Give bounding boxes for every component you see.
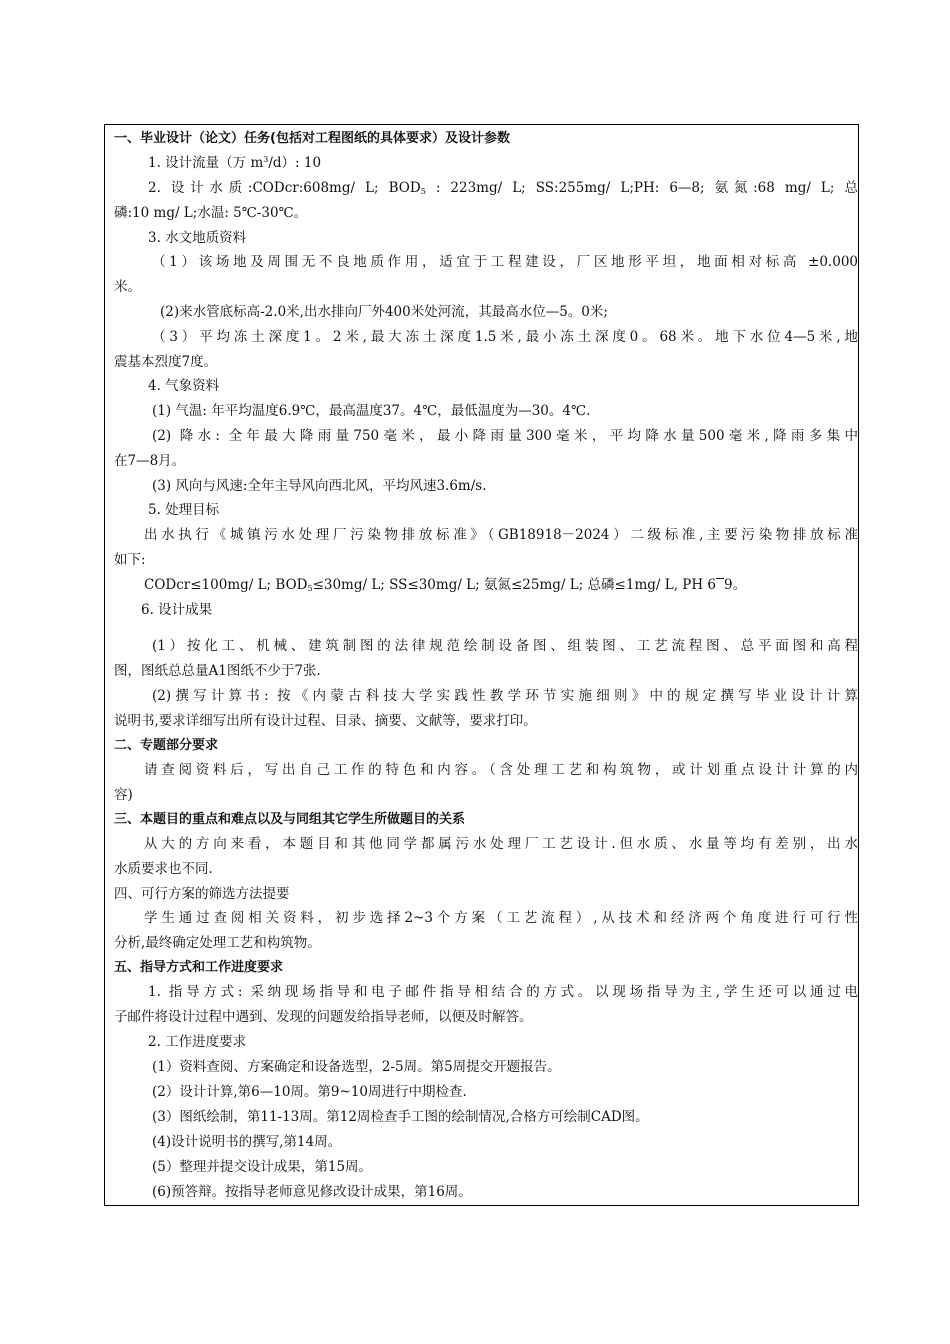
guidance-method-a: 1. 指导方式: 采纳现场指导和电子邮件指导相结合的方式。以现场指导为主,学生还可以通过电 — [148, 984, 858, 1000]
section-3-text-a: 从大的方向来看，本题目和其他同学都属污水处理厂工艺设计.但水质、水量等均有差别，出水 — [144, 836, 858, 852]
schedule-item-6: (6)预答辩。按指导老师意见修改设计成果，第16周。 — [152, 1184, 472, 1200]
hydro-geo-item-1a: （1）该场地及周围无不良地质作用，适宜于工程建设，厂区地形平坦，地面相对标高 ±0.000 — [152, 254, 858, 270]
design-quality-line-2: 磷:10 mg/ L;水温: 5℃-30℃。 — [114, 205, 308, 221]
target-standard-a: 出水执行《城镇污水处理厂污染物排放标准》（GB18918－2024）二级标准,主要污染物排放标准 — [144, 527, 858, 543]
design-quality-line-1: 2. 设计水质:CODcr:608mg/ L; $BOD_5$ : 223mg/ L; SS:255mg/ L;PH: 6—8; 氨氮:68 mg/ L; 总 — [148, 180, 858, 196]
weather-rainfall-a: (2) 降水: 全年最大降雨量750毫米，最小降雨量300毫米，平均降水量500毫米,降雨多集中 — [152, 428, 858, 444]
section-2-text-a: 请查阅资料后，写出自己工作的特色和内容。（含处理工艺和构筑物，或计划重点设计计算的内 — [144, 762, 858, 778]
section-3-heading: 三、本题目的重点和难点以及与同组其它学生所做题目的关系 — [114, 812, 466, 827]
hydro-geo-item-3a: （3）平均冻土深度1。2米,最大冻土深度1.5米,最小冻土深度0。68米。地下水位4—5米,地 — [152, 329, 858, 345]
section-5-heading: 五、指导方式和工作进度要求 — [114, 960, 284, 975]
section-3-text-b: 水质要求也不同. — [114, 861, 213, 877]
section-2-text-b: 容) — [114, 787, 133, 803]
schedule-item-1: (1）资料查阅、方案确定和设备选型，2-5周。第5周提交开题报告。 — [152, 1059, 561, 1075]
hydro-geo-item-3b: 震基本烈度7度。 — [114, 354, 218, 370]
weather-temperature: (1) 气温: 年平均温度6.9℃，最高温度37。4℃，最低温度为—30。4℃. — [152, 403, 591, 419]
hydro-geo-title: 3. 水文地质资料 — [148, 230, 247, 246]
design-flow-line: 1. 设计流量（万 $m^3/d$）: 10 — [148, 155, 322, 171]
section-4-text-a: 学生通过查阅相关资料，初步选择2~3个方案（工艺流程）,从技术和经济两个角度进行可行性 — [144, 910, 858, 926]
schedule-title: 2. 工作进度要求 — [148, 1034, 247, 1050]
results-item-2b: 说明书,要求详细写出所有设计过程、目录、摘要、文献等，要求打印。 — [114, 713, 537, 729]
weather-title: 4. 气象资料 — [148, 378, 220, 394]
hydro-geo-item-2: (2)来水管底标高-2.0米,出水排向厂外400米处河流，其最高水位—5。0米; — [160, 304, 608, 320]
guidance-method-b: 子邮件将设计过程中遇到、发现的问题发给指导老师，以便及时解答。 — [114, 1009, 533, 1025]
section-2-heading: 二、专题部分要求 — [114, 738, 219, 753]
weather-rainfall-b: 在7—8月。 — [114, 453, 186, 469]
results-item-1a: (1）按化工、机械、建筑制图的法律规范绘制设备图、组装图、工艺流程图、总平面图和高程 — [152, 638, 858, 654]
results-item-2a: (2)撰写计算书: 按《内蒙古科技大学实践性教学环节实施细则》中的规定撰写毕业设计计算 — [152, 688, 858, 704]
weather-wind: (3) 风向与风速:全年主导风向西北风，平均风速3.6m/s. — [152, 478, 487, 494]
schedule-item-2: (2）设计计算,第6—10周。第9~10周进行中期检查. — [152, 1084, 467, 1100]
section-1-heading: 一、毕业设计（论文）任务(包括对工程图纸的具体要求）及设计参数 — [114, 131, 510, 146]
target-limits: CODcr≤100mg/ L; $BOD_5\le 30mg/$ L; SS≤30mg/ L; 氨氮≤25mg/ L; 总磷≤1mg/ L, PH 6 9。 — [144, 577, 747, 593]
results-item-1b: 图，图纸总总量A1图纸不少于7张. — [114, 663, 321, 679]
hydro-geo-item-1b: 米。 — [114, 279, 141, 295]
schedule-item-3: (3）图纸绘制，第11-13周。第12周检查手工图的绘制情况,合格方可绘制CAD图。 — [152, 1109, 649, 1125]
schedule-item-4: (4)设计说明书的撰写,第14周。 — [152, 1134, 342, 1150]
section-4-text-b: 分析,最终确定处理工艺和构筑物。 — [114, 935, 321, 951]
section-4-heading: 四、可行方案的筛选方法提要 — [114, 886, 290, 902]
target-title: 5. 处理目标 — [148, 502, 220, 518]
results-title: 6. 设计成果 — [141, 602, 213, 618]
target-standard-b: 如下: — [114, 552, 146, 568]
schedule-item-5: (5）整理并提交设计成果，第15周。 — [152, 1159, 373, 1175]
